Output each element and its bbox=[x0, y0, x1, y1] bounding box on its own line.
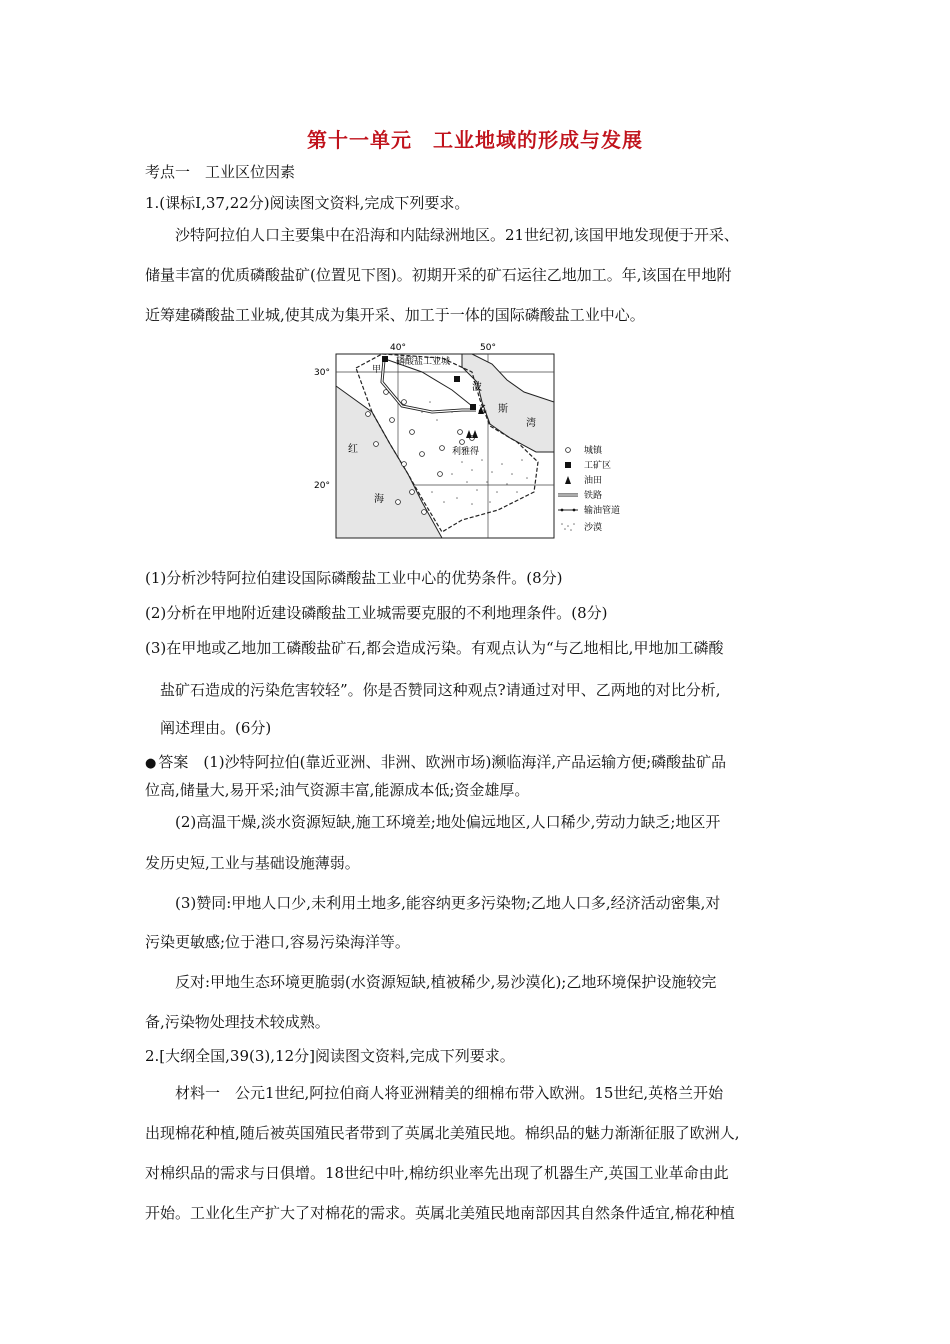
legend-mine-icon bbox=[565, 462, 571, 468]
gulf-label: 湾 bbox=[526, 418, 536, 429]
mine-jia bbox=[382, 356, 388, 362]
phosphate-city-label: 磷酸盐工业城 bbox=[396, 357, 451, 367]
jia-label: 甲 bbox=[372, 365, 382, 375]
answer-bullet-icon: ● bbox=[145, 756, 157, 771]
question-1-3-cont: 盐矿石造成的污染危害较轻”。你是否赞同这种观点?请通过对甲、乙两地的对比分析, bbox=[160, 681, 721, 699]
legend-oil: 油田 bbox=[584, 476, 603, 486]
material-line: 沙特阿拉伯人口主要集中在沿海和内陆绿洲地区。21世纪初,该国甲地发现便于开采、 bbox=[175, 226, 739, 244]
unit-title: 第十一单元 工业地域的形成与发展 bbox=[307, 128, 643, 152]
riyadh-label: 利雅得 bbox=[452, 447, 480, 457]
answer-line: (3)赞同:甲地人口少,未利用土地多,能容纳更多污染物;乙地人口多,经济活动密集,对 bbox=[175, 894, 721, 912]
lon-40-label: 40° bbox=[390, 343, 406, 353]
question-1-1: (1)分析沙特阿拉伯建设国际磷酸盐工业中心的优势条件。(8分) bbox=[145, 569, 563, 587]
question-1-head: 1.(课标Ⅰ,37,22分)阅读图文资料,完成下列要求。 bbox=[145, 194, 470, 212]
lat-30-label: 30° bbox=[314, 368, 330, 378]
material-line: 出现棉花种植,随后被英国殖民者带到了英属北美殖民地。棉织品的魅力渐渐征服了欧洲人, bbox=[145, 1124, 740, 1142]
legend-town: 城镇 bbox=[584, 446, 603, 456]
material-line: 近筹建磷酸盐工业城,使其成为集开采、加工于一体的国际磷酸盐工业中心。 bbox=[145, 306, 645, 324]
mine-yi bbox=[470, 404, 476, 410]
material-line: 材料一 公元1世纪,阿拉伯商人将亚洲精美的细棉布带入欧洲。15世纪,英格兰开始 bbox=[175, 1084, 724, 1102]
gulf-label: 波 bbox=[472, 382, 482, 393]
lon-50-label: 50° bbox=[480, 343, 496, 353]
mine-gulf bbox=[454, 376, 460, 382]
question-1-3: (3)在甲地或乙地加工磷酸盐矿石,都会造成污染。有观点认为“与乙地相比,甲地加工磷酸 bbox=[145, 639, 724, 657]
answer-line: 位高,储量大,易开采;油气资源丰富,能源成本低;资金雄厚。 bbox=[145, 781, 530, 799]
answer-label: 答案 bbox=[158, 753, 189, 771]
legend-mine: 工矿区 bbox=[584, 461, 612, 471]
legend-oil-icon bbox=[565, 476, 571, 484]
material-line: 开始。工业化生产扩大了对棉花的需求。英属北美殖民地南部因其自然条件适宜,棉花种植 bbox=[145, 1204, 735, 1222]
answer-text: (1)沙特阿拉伯(靠近亚洲、非洲、欧洲市场)濒临海洋,产品运输方便;磷酸盐矿品 bbox=[203, 753, 727, 771]
saudi-map bbox=[312, 342, 642, 552]
legend-desert-icon bbox=[561, 523, 575, 531]
answer-line: (2)高温干燥,淡水资源短缺,施工环境差;地处偏远地区,人口稀少,劳动力缺乏;地区开 bbox=[175, 813, 721, 831]
legend-desert: 沙漠 bbox=[584, 523, 603, 533]
red-sea-label: 海 bbox=[374, 494, 384, 505]
question-2-head: 2.[大纲全国,39(3),12分]阅读图文资料,完成下列要求。 bbox=[145, 1047, 515, 1065]
question-1-2: (2)分析在甲地附近建设磷酸盐工业城需要克服的不利地理条件。(8分) bbox=[145, 604, 608, 622]
answer-line: 污染更敏感;位于港口,容易污染海洋等。 bbox=[145, 933, 410, 951]
lat-20-label: 20° bbox=[314, 481, 330, 491]
red-sea-label: 红 bbox=[348, 444, 358, 455]
material-line: 储量丰富的优质磷酸盐矿(位置见下图)。初期开采的矿石运往乙地加工。年,该国在甲地附 bbox=[145, 266, 732, 284]
material-line: 对棉织品的需求与日俱增。18世纪中叶,棉纺织业率先出现了机器生产,英国工业革命由此 bbox=[145, 1164, 729, 1182]
legend-rail: 铁路 bbox=[584, 491, 603, 501]
gulf-label: 斯 bbox=[498, 404, 508, 415]
section-heading: 考点一 工业区位因素 bbox=[145, 163, 296, 181]
answer-line: 发历史短,工业与基础设施薄弱。 bbox=[145, 854, 360, 872]
answer-line: 反对:甲地生态环境更脆弱(水资源短缺,植被稀少,易沙漠化);乙地环境保护设施较完 bbox=[175, 973, 717, 991]
question-1-3-cont: 阐述理由。(6分) bbox=[160, 719, 272, 737]
answer-line-1 bbox=[145, 752, 726, 774]
answer-line: 备,污染物处理技术较成熟。 bbox=[145, 1013, 330, 1031]
map-legend bbox=[558, 444, 620, 533]
legend-town-icon bbox=[566, 448, 571, 453]
yi-label: 乙 bbox=[478, 405, 488, 415]
legend-pipeline: 输油管道 bbox=[584, 506, 621, 516]
